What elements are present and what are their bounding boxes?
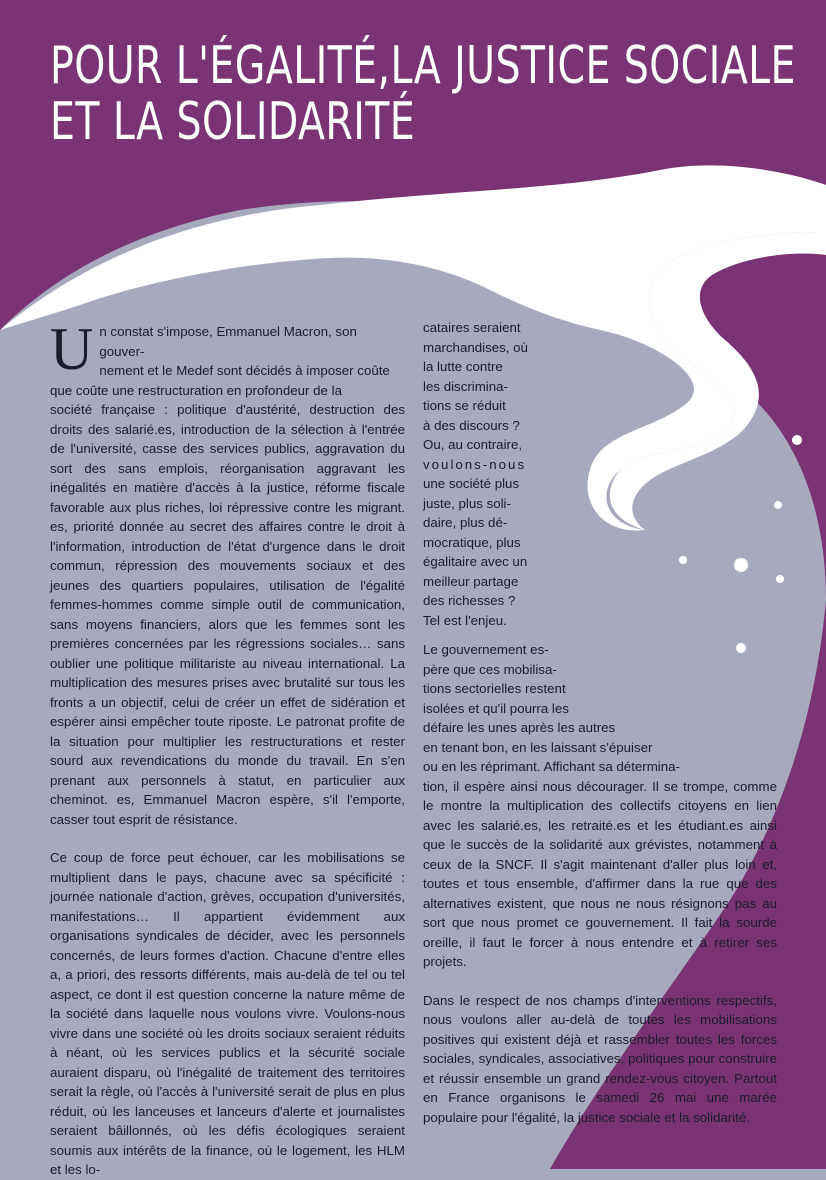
p4-line: Le gouvernement es- (423, 642, 549, 657)
narrow-line: les discrimina- (423, 378, 508, 394)
narrow-line: une société plus (423, 476, 520, 491)
dropcap-letter: U (50, 316, 94, 382)
narrow-line: la lutte contre (423, 359, 503, 374)
lead-line: n constat s'impose, Emmanuel Macron, son gouver- (99, 324, 357, 359)
narrow-line: mocratique, plus (423, 534, 521, 550)
narrow-line: marchandises, où (423, 339, 528, 355)
lead-line: que coûte une restructuration en profondeur de la (50, 382, 342, 398)
p4-line: père que ces mobilisa- (423, 661, 557, 677)
p4-line: défaire les unes après les autres (423, 720, 616, 735)
title-line-1: POUR L'ÉGALITÉ,LA JUSTICE SOCIALE (50, 36, 796, 96)
p4-rest: tion, il espère ainsi nous décourager. Il se trompe, comme le montre la multiplication des collectifs citoyens en lien avec les salarié.es, les retraité.es et les étudiant.es ainsi que le succès de la solidarité aux grévistes, notamment à ceux de la SNCF. Il s'agit maintenant d'aller plus loin et, toutes et tous ensemble, d'affirmer dans la rue que des alternatives existent, que nous ne nous résignons pas au sort que nous promet ce gouvernement. Il fait la sourde oreille, il faut le forcer à nous entendre et à retirer ses projets. (423, 778, 777, 969)
p4-line: ou en les réprimant. Affichant sa détermina- (423, 759, 680, 774)
title-line-2: ET LA SOLIDARITÉ (50, 92, 416, 152)
p4-line: en tenant bon, en les laissant s'épuiser (423, 739, 653, 755)
paragraph-4 (423, 640, 777, 972)
narrow-line: voulons-nous (423, 456, 527, 472)
paragraph-5: Dans le respect de nos champs d'interventions respectifs, nous voulons aller au-delà de toutes les mobilisations positives qui existent déjà et rassembler toutes les forces sociales, syndicales, associatives, politiques pour construire et réussir ensemble un grand rendez-vous citoyen. Partout en France organisons le samedi 26 mai une marée populaire pour l'égalité, la justice sociale et la solidarité. (423, 992, 777, 1125)
bubble-dot (792, 435, 802, 445)
narrow-line: Ou, au contraire, (423, 437, 523, 452)
bubble-dot (774, 501, 782, 509)
narrow-line: Tel est l'enjeu. (423, 612, 507, 628)
paragraph-2: Ce coup de force peut échouer, car les mobilisations se multiplient dans le pays, chacune avec sa spécificité : journée nationale d'action, grèves, occupation d'universités, manifestations… Il appartient évidemment aux organisations syndicales de décider, avec les personnels concernés, de leurs formes d'action. Chacune d'entre elles a, a priori, des ressorts différents, mais au-delà de tel ou tel aspect, ce dont il est question concerne la nature même de la société dans laquelle nous voulons vivre. Voulons-nous vivre dans une société où les droits sociaux seraient réduits à néant, où les services publics et la sécurité sociale auraient disparu, où l'inégalité de traitement des territoires serait la règle, où l'accès à l'université serait de plus en plus réduit, où les lanceuses et lanceurs d'alerte et journalistes seraient bâillonnés, où les défis écologiques seraient soumis aux intérêts de la finance, où le logement, les HLM et les lo- (50, 850, 405, 1177)
narrow-line: à des discours ? (423, 417, 520, 433)
right-narrow-column (423, 318, 533, 630)
p4-line: isolées et qu'il pourra les (423, 700, 569, 716)
bubble-dot (679, 556, 687, 564)
narrow-line: tions se réduit (423, 398, 506, 413)
right-wide-column (423, 640, 777, 1127)
narrow-line: cataires seraient (423, 320, 521, 335)
narrow-line: juste, plus soli- (423, 495, 511, 511)
opening-block (50, 316, 405, 400)
bubble-dot (734, 558, 748, 572)
left-column (50, 316, 405, 1180)
narrow-line: meilleur partage (423, 573, 519, 589)
p4-line: tions sectorielles restent (423, 681, 566, 696)
bubble-dot (776, 575, 784, 583)
narrow-line: égalitaire avec un (423, 554, 528, 569)
narrow-line: daire, plus dé- (423, 515, 508, 530)
lead-line: nement et le Medef sont décidés à imposer coûte (99, 363, 390, 378)
narrow-line: des richesses ? (423, 593, 516, 608)
page-title (50, 38, 796, 150)
paragraph-1: société française : politique d'austérité, destruction des droits des salarié.es, introduction de la sélection à l'entrée de l'université, casse des services publics, aggravation du sort des sans emplois, réorganisation aggravant les inégalités en matière d'accès à la justice, réforme fiscale favorable aux plus riches, loi répressive contre les migrant. es, priorité donnée au secret des affaires contre le droit à l'information, introduction de l'état d'urgence dans le droit commun, répression des mouvements sociaux et des jeunes des quartiers populaires, utilisation de l'égalité femmes-hommes comme simple outil de communication, sans moyens financiers, alors que les femmes sont les premières concernées par les régressions sociales… sans oublier une politique militariste au niveau international. La multiplication des mesures prises avec brutalité sur tous les fronts a un objectif, celui de créer un effet de sidération et espérer ainsi empêcher toute riposte. Le patronat profite de la situation pour multiplier les restructurations et rester sourd aux revendications du monde du travail. En s'en prenant aux personnels à statut, en particulier aux cheminot. es, Emmanuel Macron espère, s'il l'emporte, casser tout esprit de résistance. (50, 402, 405, 827)
